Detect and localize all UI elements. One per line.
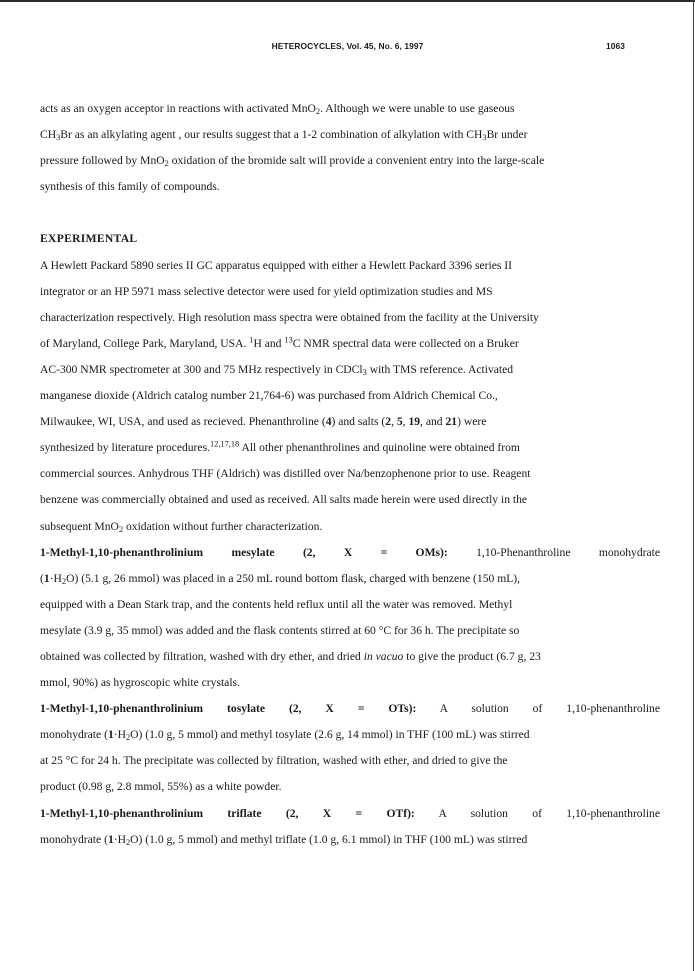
text-line: commercial sources. Anhydrous THF (Aldrich) was distilled over Na/benzophenone prior to use. Reagent [40, 467, 531, 481]
text-line: benzene was commercially obtained and used as received. All salts made herein were used directly in the [40, 493, 528, 507]
text-line: of Maryland, College Park, Maryland, USA. $^1$H and $^{13}$C NMR spectral data were collected on a Bruker [40, 335, 519, 350]
text-line: AC-300 NMR spectrometer at 300 and 75 MHz respectively in CDCl$_3$ with TMS reference. Activated [40, 362, 514, 378]
running-header [0, 41, 695, 55]
text-line: obtained was collected by filtration, washed with dry ether, and dried in vacuo to give the product (6.7 g, 23 [40, 649, 541, 663]
text-line: integrator or an HP 5971 mass selective detector were used for yield optimization studies and MS [40, 284, 493, 298]
page-edge-rule [693, 0, 694, 971]
page-number: 1063 [605, 41, 625, 51]
text-line: synthesized by literature procedures.$^{12,17,18}$ All other phenanthrolines and quinoline were obtained from [40, 439, 520, 455]
text-line: 1-Methyl-1,10-phenanthrolinium mesylate (2, X = OMs): 1,10-Phenanthroline monohydrate [40, 545, 661, 559]
top-rule [0, 0, 695, 2]
text-line: monohydrate $(1\cdot H_2O)$ (1.0 g, 5 mmol) and methyl triflate (1.0 g, 6.1 mmol) in THF (100 mL) was stirred [40, 832, 528, 847]
text-line: equipped with a Dean Stark trap, and the contents held reflux until all the water was removed. Methyl [40, 597, 513, 611]
text-line: 1-Methyl-1,10-phenanthrolinium tosylate (2, X = OTs): A solution of 1,10-phenanthroline [40, 702, 660, 716]
text-line: A Hewlett Packard 5890 series II GC apparatus equipped with either a Hewlett Packard 3396 series II [40, 258, 512, 272]
text-line: $(1\cdot H_2O)$ (5.1 g, 26 mmol) was placed in a 250 mL round bottom flask, charged with benzene (150 mL), [40, 571, 521, 586]
text-line: at 25 °C for 24 h. The precipitate was collected by filtration, washed with ether, and dried to give the [40, 754, 508, 768]
section-heading-experimental: EXPERIMENTAL [40, 232, 138, 246]
body-text [40, 96, 660, 853]
text-line: mmol, 90%) as hygroscopic white crystals. [40, 676, 240, 690]
procedure-title-triflate: 1-Methyl-1,10-phenanthrolinium triflate (2, X = OTf): [40, 806, 415, 820]
text-line: Milwaukee, WI, USA, and used as recieved. Phenanthroline (4) and salts (2, 5, 19, and 21) were [40, 415, 487, 429]
journal-citation: HETEROCYCLES, Vol. 45, No. 6, 1997 [271, 41, 424, 51]
text-line: subsequent MnO$_2$ oxidation without further characterization. [40, 519, 323, 534]
procedure-title-tosylate: 1-Methyl-1,10-phenanthrolinium tosylate (2, X = OTs): [40, 702, 417, 716]
text-line: monohydrate $(1\cdot H_2O)$ (1.0 g, 5 mmol) and methyl tosylate (2.6 g, 14 mmol) in THF (100 mL) was stirred [40, 728, 530, 743]
text-line: acts as an oxygen acceptor in reactions with activated MnO$_2$. Although we were unable to use gaseous [40, 102, 515, 117]
procedure-title-mesylate: 1-Methyl-1,10-phenanthrolinium mesylate (2, X = OMs): [40, 545, 448, 559]
text-line: 1-Methyl-1,10-phenanthrolinium triflate (2, X = OTf): A solution of 1,10-phenanthroline [40, 806, 660, 820]
text-line: synthesis of this family of compounds. [40, 180, 220, 194]
text-line: $CH_3Br$ as an alkylating agent , our results suggest that a 1-2 combination of alkylation with $CH_3Br$ under [40, 128, 528, 143]
text-line: pressure followed by MnO$_2$ oxidation of the bromide salt will provide a convenient entry into the large-scale [40, 154, 545, 169]
text-line: product (0.98 g, 2.8 mmol, 55%) as a white powder. [40, 780, 282, 794]
text-line: mesylate (3.9 g, 35 mmol) was added and the flask contents stirred at 60 °C for 36 h. The precipitate so [40, 623, 520, 637]
text-line: manganese dioxide (Aldrich catalog number 21,764-6) was purchased from Aldrich Chemical Co., [40, 389, 498, 403]
text-line: characterization respectively. High resolution mass spectra were obtained from the facility at the University [40, 310, 539, 324]
